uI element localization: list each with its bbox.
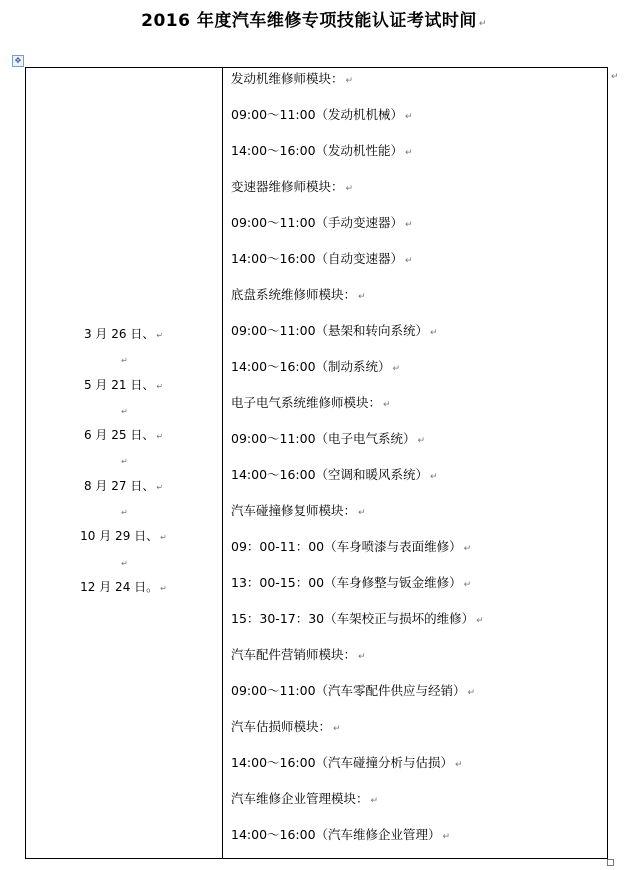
- paragraph-mark-icon: ↵: [333, 724, 341, 734]
- paragraph-mark-icon: ↵: [160, 533, 167, 543]
- paragraph-mark-icon: ↵: [345, 76, 354, 86]
- exam-date-line-text: 8 月 27 日、: [83, 478, 155, 493]
- schedule-line: [231, 142, 601, 178]
- paragraph-mark-icon: ↵: [121, 558, 128, 568]
- schedule-line-text: 汽车碰撞修复师模块：: [231, 503, 357, 518]
- paragraph-mark-icon: ↵: [121, 508, 128, 518]
- exam-date-line: [25, 552, 222, 577]
- paragraph-mark-icon: ↵: [417, 436, 426, 446]
- paragraph-mark-icon: ↵: [156, 381, 164, 391]
- schedule-line-text: 变速器维修师模块：: [231, 179, 344, 194]
- schedule-line-text: 09:00～11:00（手动变速器）: [231, 215, 404, 230]
- schedule-line-text: 14:00～16:00（汽车维修企业管理）: [231, 827, 441, 842]
- schedule-line-text: 15：30-17：30（车架校正与损坏的维修）: [231, 611, 475, 626]
- paragraph-mark-icon: ↵: [455, 760, 463, 770]
- paragraph-mark-icon: ↵: [405, 256, 413, 266]
- exam-date-line: [25, 450, 222, 475]
- schedule-line-text: 09:00～11:00（发动机机械）: [231, 107, 404, 122]
- paragraph-mark-icon: ↵: [463, 544, 472, 554]
- exam-dates-cell: [25, 324, 222, 602]
- exam-date-line-text: 5 月 21 日、: [83, 377, 155, 392]
- schedule-line-text: 09:00～11:00（电子电气系统）: [231, 431, 416, 446]
- paragraph-mark-icon: ↵: [476, 616, 484, 626]
- schedule-line: [231, 250, 601, 286]
- exam-date-line-text: 10 月 29 日、: [80, 529, 159, 544]
- paragraph-mark-icon: ↵: [156, 432, 164, 442]
- exam-date-line: [25, 476, 222, 501]
- paragraph-mark-icon: ↵: [467, 688, 476, 698]
- schedule-line: [231, 106, 601, 142]
- schedule-line: [231, 70, 601, 106]
- column-divider: [222, 67, 223, 859]
- table-resize-handle[interactable]: [607, 859, 614, 866]
- schedule-line: [231, 430, 601, 466]
- exam-schedule-cell: [231, 70, 601, 862]
- paragraph-mark-icon: ↵: [121, 457, 128, 467]
- schedule-line: [231, 682, 601, 718]
- paragraph-mark-icon: ↵: [160, 583, 167, 593]
- schedule-line: [231, 358, 601, 394]
- paragraph-mark-icon: ↵: [358, 508, 366, 518]
- paragraph-mark-icon: ↵: [478, 19, 487, 29]
- exam-date-line: [25, 400, 222, 425]
- schedule-line-text: 09:00～11:00（汽车零配件供应与经销）: [231, 683, 466, 698]
- paragraph-mark-icon: ↵: [156, 482, 164, 492]
- schedule-line-text: 14:00～16:00（制动系统）: [231, 359, 391, 374]
- schedule-line-text: 发动机维修师模块：: [231, 71, 344, 86]
- paragraph-mark-icon: ↵: [405, 148, 413, 158]
- exam-date-line: [25, 577, 222, 602]
- schedule-line: [231, 322, 601, 358]
- schedule-line-text: 电子电气系统维修师模块：: [231, 395, 382, 410]
- schedule-line: [231, 826, 601, 862]
- paragraph-mark-icon: ↵: [383, 400, 391, 410]
- schedule-line-text: 底盘系统维修师模块：: [231, 287, 357, 302]
- paragraph-mark-icon: ↵: [121, 356, 128, 366]
- paragraph-mark-icon: ↵: [463, 580, 472, 590]
- exam-date-line: [25, 425, 222, 450]
- paragraph-mark-icon: ↵: [442, 832, 451, 842]
- paragraph-mark-icon: ↵: [405, 112, 413, 122]
- schedule-line-text: 14:00～16:00（空调和暖风系统）: [231, 467, 429, 482]
- schedule-line-text: 09:00～11:00（悬架和转向系统）: [231, 323, 429, 338]
- paragraph-mark-icon: ↵: [345, 184, 354, 194]
- schedule-line-text: 汽车配件营销师模块：: [231, 647, 357, 662]
- schedule-line: [231, 790, 601, 826]
- schedule-line-text: 09：00-11：00（车身喷漆与表面维修）: [231, 539, 462, 554]
- table-move-handle-icon[interactable]: ✥: [12, 55, 24, 67]
- schedule-line: [231, 394, 601, 430]
- paragraph-mark-icon: ↵: [358, 292, 366, 302]
- exam-date-line-text: 6 月 25 日、: [83, 428, 155, 443]
- page-title: 2016 年度汽车维修专项技能认证考试时间 ↵: [141, 11, 487, 31]
- schedule-line: [231, 538, 601, 574]
- schedule-line: [231, 502, 601, 538]
- schedule-line: [231, 754, 601, 790]
- exam-date-line-text: 3 月 26 日、: [83, 327, 155, 341]
- exam-date-line: [25, 526, 222, 551]
- paragraph-mark-icon: ↵: [156, 331, 164, 340]
- schedule-line-text: 14:00～16:00（汽车碰撞分析与估损）: [231, 755, 454, 770]
- paragraph-mark-icon: ↵: [121, 406, 128, 416]
- schedule-line: [231, 718, 601, 754]
- paragraph-mark-icon: ↵: [392, 364, 401, 374]
- exam-date-line-text: 12 月 24 日。: [80, 579, 159, 594]
- schedule-line-text: 13：00-15：00（车身修整与钣金维修）: [231, 575, 462, 590]
- schedule-line: [231, 178, 601, 214]
- exam-date-line: [25, 501, 222, 526]
- exam-date-line: [25, 349, 222, 374]
- schedule-line-text: 14:00～16:00（发动机性能）: [231, 143, 404, 158]
- schedule-line-text: 汽车维修企业管理模块：: [231, 791, 369, 806]
- schedule-line: [231, 286, 601, 322]
- schedule-line: [231, 214, 601, 250]
- paragraph-mark-icon: ↵: [430, 472, 438, 482]
- paragraph-mark-icon: ↵: [430, 328, 438, 338]
- exam-date-line: [25, 375, 222, 400]
- schedule-line: [231, 574, 601, 610]
- paragraph-mark-icon: ↵: [370, 796, 379, 806]
- schedule-line: [231, 646, 601, 682]
- schedule-line-text: 14:00～16:00（自动变速器）: [231, 251, 404, 266]
- row-end-mark-icon: ↵: [611, 72, 619, 82]
- schedule-line: [231, 466, 601, 502]
- exam-date-line: [25, 324, 222, 349]
- paragraph-mark-icon: ↵: [358, 652, 366, 662]
- schedule-line: [231, 610, 601, 646]
- schedule-line-text: 汽车估损师模块：: [231, 719, 332, 734]
- paragraph-mark-icon: ↵: [405, 220, 413, 230]
